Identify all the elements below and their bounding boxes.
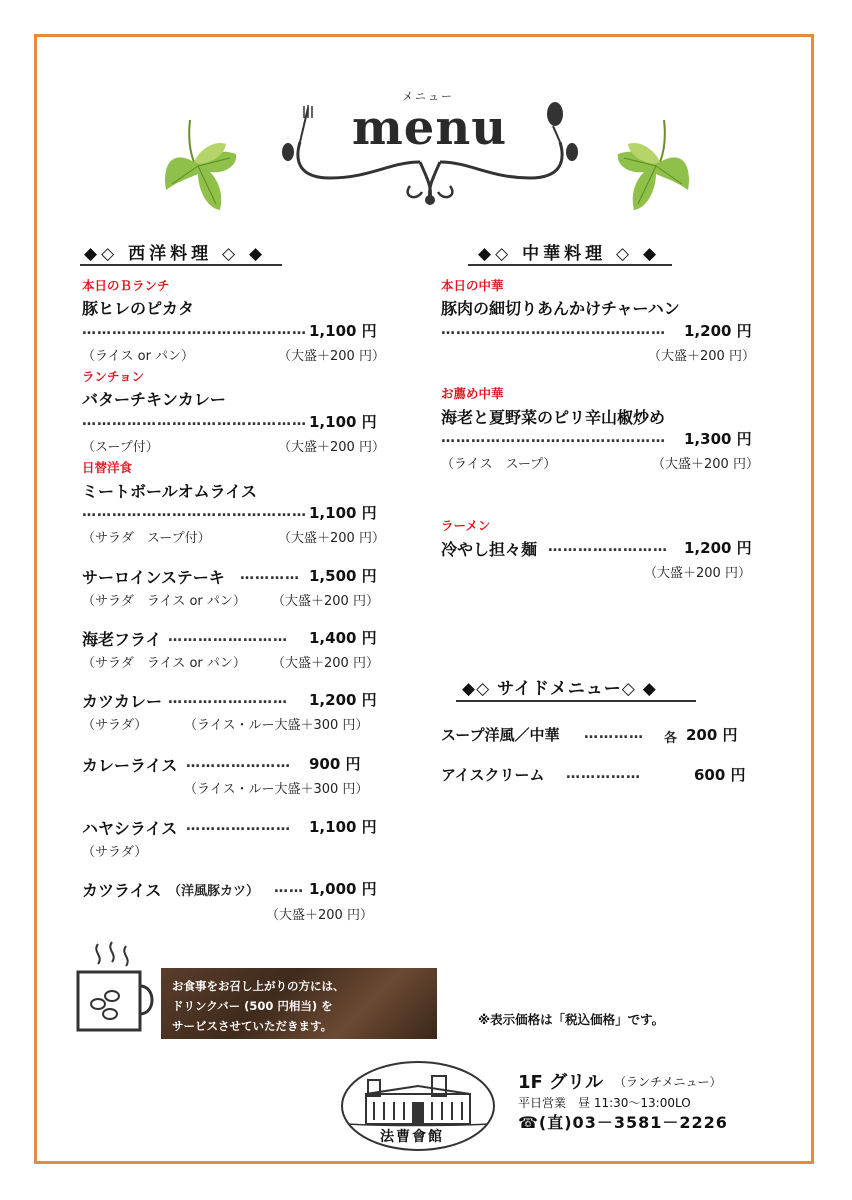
western-price: 1,100 円 [309,413,377,431]
chinese-section-title: ◆◇ 中華料理 ◇ ◆ [478,244,661,264]
western-price: 1,400 円 [309,629,377,647]
building-logo-text: 法曹會館 [380,1129,444,1145]
chinese-dots: …………………… [548,539,668,555]
western-item-name: ハヤシライス [82,819,178,838]
side-price: 600 円 [694,766,746,784]
western-category: ランチョン [82,369,145,384]
western-price: 1,100 円 [309,504,377,522]
western-item-name: サーロインステーキ [82,568,225,587]
chinese-note-right: （大盛＋200 円） [652,457,759,472]
chinese-item-name: 豚肉の細切りあんかけチャーハン [441,299,680,318]
western-note-right: （ライス・ルー大盛＋300 円） [184,782,369,797]
chinese-price: 1,300 円 [684,430,752,448]
western-note-left: （サラダ ライス or パン） [82,594,246,609]
western-dots: ………………… [186,755,291,771]
chinese-category: 本日の中華 [441,278,504,293]
western-price: 1,000 円 [309,880,377,898]
western-note-left: （サラダ ライス or パン） [82,656,246,671]
western-dots: …… [274,880,304,896]
side-price: 200 円 [686,726,738,744]
drink-notice-line: サービスさせていただきます。 [172,1019,333,1033]
drink-notice-line: お食事をお召し上がりの方には、 [172,979,345,993]
western-item-name: カレーライス [82,756,178,775]
western-item-name: バターチキンカレー [82,390,226,409]
hours: 昼 11:30～13:00LO [578,1096,691,1110]
western-dots: …………………… [168,691,288,707]
western-note-right: （大盛＋200 円） [278,440,385,455]
western-note-right: （ライス・ルー大盛＋300 円） [184,718,369,733]
side-dots: ………… [584,726,644,742]
hours-label: 平日営業 [518,1096,567,1110]
western-dots: …………………… [168,629,288,645]
chinese-note-left: （ライス スープ） [441,457,557,472]
shop-name: 1F グリル [518,1072,604,1093]
western-dots: ………… [240,567,300,583]
chinese-item-name: 冷やし担々麺 [441,540,538,559]
western-dots: ……………………………………… [82,504,307,520]
western-note-right: （大盛＋200 円） [272,656,379,671]
chinese-dots: ……………………………………… [441,430,666,446]
tax-note: ※表示価格は「税込価格」です。 [478,1012,665,1027]
western-item-name: 豚ヒレのピカタ [82,299,195,318]
western-note-left: （サラダ） [82,718,148,733]
western-item-name: カツカレー [82,692,163,711]
shop-name-sub: （ランチメニュー） [614,1075,722,1089]
side-title-rule [456,700,696,702]
western-price: 900 円 [309,755,361,773]
chinese-item-name: 海老と夏野菜のピリ辛山椒炒め [441,408,666,427]
leaf-right-icon [614,118,694,213]
western-category: 日替洋食 [82,460,133,475]
menu-logo: menu [352,100,508,156]
western-price: 1,100 円 [309,818,377,836]
western-dots: ……………………………………… [82,322,307,338]
side-dots: …………… [566,766,641,782]
western-item-name: ミートボールオムライス [82,482,258,501]
western-category: 本日のＢランチ [82,278,170,293]
drink-notice-line: ドリンクバー (500 円相当) を [172,999,333,1013]
tel-number: ☎(直)03－3581－2226 [518,1113,728,1132]
western-item-subname: （洋風豚カツ） [168,884,260,899]
chinese-price: 1,200 円 [684,539,752,557]
western-note-left: （サラダ） [82,845,148,860]
side-section-title: ◆◇ サイドメニュー◇ ◆ [462,679,657,699]
side-item-name: アイスクリーム [441,766,545,784]
western-item-name: 海老フライ [82,630,162,649]
western-price: 1,100 円 [309,322,377,340]
chinese-category: ラーメン [441,518,491,533]
side-price-prefix: 各 [664,731,678,746]
western-price: 1,500 円 [309,567,377,585]
chinese-note-right: （大盛＋200 円） [648,349,755,364]
western-title-rule [80,264,282,266]
western-note-right: （大盛＋200 円） [266,908,373,923]
western-section-title: ◆◇ 西洋料理 ◇ ◆ [84,244,267,264]
chinese-title-rule [468,264,672,266]
western-note-right: （大盛＋200 円） [278,531,385,546]
western-note-right: （大盛＋200 円） [272,594,379,609]
chinese-price: 1,200 円 [684,322,752,340]
side-item-name: スープ洋風／中華 [441,726,560,744]
western-dots: ……………………………………… [82,413,307,429]
western-note-left: （ライス or パン） [82,349,195,364]
coffee-cup-icon [70,940,160,1040]
western-note-left: （サラダ スープ付） [82,531,211,546]
western-price: 1,200 円 [309,691,377,709]
western-dots: ………………… [186,818,291,834]
chinese-dots: ……………………………………… [441,322,666,338]
western-item-name: カツライス [82,881,162,900]
western-note-left: （スープ付） [82,440,159,455]
chinese-note-right: （大盛＋200 円） [644,566,751,581]
western-note-right: （大盛＋200 円） [278,349,385,364]
fork-spoon-flourish [270,100,590,210]
leaf-left-icon [160,118,240,213]
menu-kana: メニュー [402,90,454,103]
chinese-category: お薦め中華 [441,386,504,401]
